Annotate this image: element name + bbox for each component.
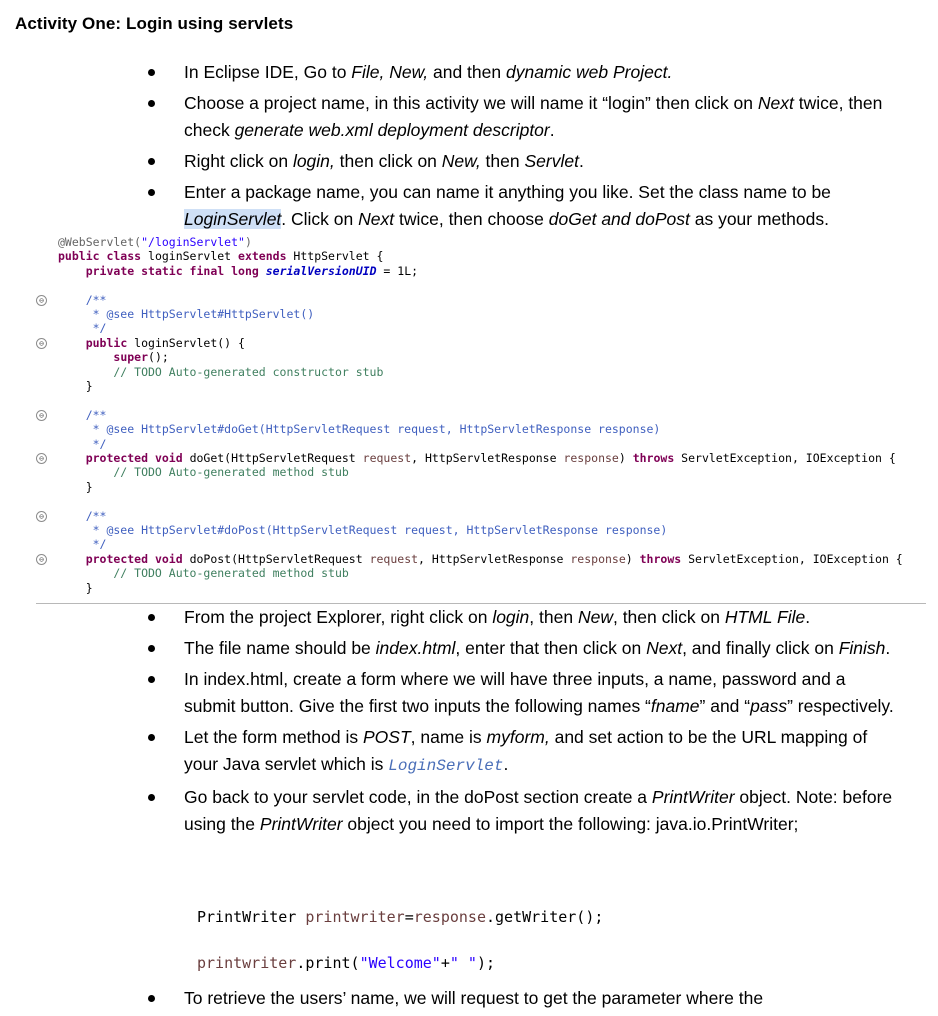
code-token — [58, 552, 86, 566]
bullet-text: fname — [650, 696, 700, 716]
code-line — [58, 249, 383, 264]
code-token: , HttpServletResponse — [418, 551, 571, 566]
bullet-text: POST — [362, 727, 411, 747]
code-line — [58, 451, 896, 466]
code-token: */ — [58, 436, 107, 451]
bullet-dot-icon — [148, 645, 155, 652]
bullet-dot-icon — [148, 676, 155, 683]
bullet-text: index.html — [375, 638, 456, 658]
bullet-text: From the project Explorer, right click on — [184, 607, 493, 627]
fold-marker-icon[interactable]: ⊖ — [36, 554, 47, 565]
code-token: response — [563, 451, 619, 465]
bullet-item — [0, 784, 938, 838]
bullet-dot-icon — [148, 158, 155, 165]
bullet-text: , then click on — [612, 607, 725, 627]
code-token: // TODO Auto-generated method stub — [58, 465, 349, 480]
code-token: /** — [58, 292, 107, 307]
code-line — [58, 523, 667, 538]
code-token: ServletException, IOException { — [681, 451, 896, 465]
code-line — [58, 307, 314, 322]
code-line — [58, 408, 106, 423]
code-token: (); — [148, 350, 169, 365]
bullet-text: Next — [757, 93, 794, 113]
bullet-text: Let the form method is — [184, 727, 363, 747]
java-token: response — [413, 908, 486, 926]
bullet-text: and then — [428, 62, 506, 82]
code-token — [58, 350, 113, 364]
bullet-text: ” respectively. — [787, 696, 894, 716]
code-line — [58, 509, 106, 524]
bullet-text: doGet and doPost — [548, 209, 690, 229]
bullet-text: Enter a package name, you can name it anything you like. Set the class name to be — [184, 182, 831, 202]
bullet-text: Servlet — [524, 151, 579, 171]
bullet-text: and set action to be the URL mapping of your Java servlet which is — [184, 727, 868, 774]
code-token: * @see HttpServlet#HttpServlet() — [58, 307, 315, 321]
code-token: */ — [58, 537, 107, 552]
code-token: /** — [58, 508, 107, 523]
code-token: loginServlet() { — [134, 335, 245, 350]
bullet-item — [0, 90, 938, 144]
bullet-item — [0, 635, 938, 662]
bullet-text: Right click on — [184, 151, 293, 171]
java-token: ); — [476, 954, 496, 972]
code-line — [58, 537, 106, 552]
bullet-item — [0, 148, 938, 175]
bullet-text: login, — [292, 151, 335, 171]
code-line — [58, 465, 349, 480]
code-token: serialVersionUID — [265, 263, 377, 278]
bullet-text: twice, then check — [184, 93, 883, 140]
code-token: protected void — [85, 551, 190, 566]
bullet-text: dynamic web Project. — [505, 62, 673, 82]
bullet-text: login — [492, 607, 530, 627]
bullet-text: Next — [646, 638, 683, 658]
bullet-text: New, — [441, 151, 481, 171]
bullet-text: . Click on — [281, 209, 359, 229]
instructions-list-top — [0, 59, 938, 237]
fold-marker-icon[interactable]: ⊖ — [36, 338, 47, 349]
activity-heading: Activity One: Login using servlets — [15, 14, 294, 33]
bullet-dot-icon — [148, 734, 155, 741]
bullet-item — [0, 985, 938, 1012]
code-token: response — [570, 551, 626, 566]
code-line — [58, 365, 383, 380]
code-token: */ — [58, 321, 107, 336]
code-line — [58, 293, 106, 308]
bullet-item — [0, 604, 938, 631]
code-token: ) — [244, 235, 252, 249]
bullet-text: , name is — [410, 727, 487, 747]
java-token: " " — [449, 954, 477, 972]
java-code-line-1 — [197, 908, 603, 926]
code-token: ServletException, IOException { — [688, 551, 903, 566]
bullet-text: Next — [358, 209, 395, 229]
code-line — [58, 235, 252, 250]
bullet-text: . — [885, 638, 891, 658]
bullet-text: ” and “ — [699, 696, 751, 716]
code-token: throws — [639, 551, 689, 566]
code-token: public class — [58, 249, 149, 264]
java-token: printwriter — [197, 954, 297, 972]
code-line — [58, 552, 903, 567]
code-line — [58, 264, 418, 279]
bullet-text: twice, then choose — [394, 209, 549, 229]
code-token: HttpServlet { — [293, 249, 384, 264]
code-token: throws — [632, 451, 682, 465]
bullet-text: generate web.xml deployment descriptor — [234, 120, 550, 140]
java-token: = — [404, 908, 414, 926]
code-line — [58, 422, 660, 437]
java-code-line-2 — [197, 954, 495, 972]
code-token: protected void — [85, 451, 190, 465]
bullet-text: LoginServlet — [184, 209, 282, 229]
bullet-text: myform, — [486, 727, 550, 747]
code-token: // TODO Auto-generated constructor stub — [58, 364, 384, 379]
code-token: } — [58, 379, 93, 393]
bullet-dot-icon — [148, 995, 155, 1002]
bullet-text: object. Note: before using the — [184, 787, 893, 834]
bullet-text: HTML File — [724, 607, 806, 627]
code-token: public — [85, 335, 135, 350]
fold-marker-icon[interactable]: ⊖ — [36, 453, 47, 464]
code-snippet-servlet — [36, 233, 926, 601]
bullet-text: object you need to import the following: java.io.PrintWriter; — [342, 814, 799, 834]
code-line — [58, 437, 106, 452]
code-token: * @see HttpServlet#doPost(HttpServletRequest request, HttpServletResponse response) — [58, 523, 668, 537]
code-token — [58, 336, 86, 350]
code-token: } — [58, 479, 93, 494]
bullet-text: File, New, — [351, 62, 429, 82]
bullet-text: In Eclipse IDE, Go to — [184, 62, 352, 82]
bullet-text: as your methods. — [689, 209, 829, 229]
bullet-item — [0, 724, 938, 780]
bullet-text: then click on — [334, 151, 442, 171]
bullet-text: , and finally click on — [682, 638, 839, 658]
instructions-list-last — [0, 985, 938, 1016]
code-token: loginServlet — [148, 249, 239, 264]
fold-marker-icon[interactable]: ⊖ — [36, 295, 47, 306]
code-token: @WebServlet( — [58, 235, 142, 249]
bullet-text: Go back to your servlet code, in the doPost section create a — [184, 787, 652, 807]
code-token: // TODO Auto-generated method stub — [58, 566, 349, 581]
code-token: } — [58, 580, 93, 595]
code-line — [58, 480, 93, 495]
code-token: doPost(HttpServletRequest — [189, 551, 370, 566]
bullet-text: , then — [529, 607, 578, 627]
code-token: extends — [238, 249, 294, 264]
bullet-item — [0, 179, 938, 233]
code-line — [58, 350, 169, 365]
bullet-text: To retrieve the users’ name, we will request to get the parameter where the — [184, 988, 764, 1008]
java-token: + — [440, 954, 450, 972]
code-token: request — [369, 551, 419, 566]
java-token: .getWriter(); — [486, 908, 604, 926]
code-token: request — [362, 451, 412, 465]
bullet-text: Choose a project name, in this activity we will name it “login” then click on — [184, 93, 758, 113]
code-line — [58, 336, 245, 351]
bullet-item — [0, 666, 938, 720]
code-token: * @see HttpServlet#doGet(HttpServletRequest request, HttpServletResponse response) — [58, 422, 661, 437]
code-token — [58, 451, 86, 465]
bullet-text: LoginServlet — [388, 757, 504, 775]
bullet-text: . — [578, 151, 584, 171]
instructions-list-bottom — [0, 604, 938, 842]
java-token: PrintWriter — [197, 908, 306, 926]
bullet-text: . — [805, 607, 811, 627]
bullet-text: PrintWriter — [259, 814, 343, 834]
bullet-dot-icon — [148, 69, 155, 76]
bullet-text: Finish — [838, 638, 886, 658]
bullet-text: PrintWriter — [651, 787, 735, 807]
bullet-text: . — [503, 754, 509, 774]
bullet-text: , enter that then click on — [455, 638, 647, 658]
code-token: doGet(HttpServletRequest — [189, 451, 363, 465]
code-token — [58, 264, 86, 278]
code-token: "/loginServlet" — [141, 235, 245, 249]
bullet-dot-icon — [148, 189, 155, 196]
bullet-text: New — [577, 607, 613, 627]
bullet-text: The file name should be — [184, 638, 376, 658]
code-token: = 1L; — [376, 263, 419, 278]
code-token: ) — [618, 451, 633, 465]
code-token: /** — [58, 407, 107, 422]
java-token: .print( — [296, 954, 360, 972]
bullet-text: pass — [750, 696, 788, 716]
code-token: super — [113, 350, 149, 365]
code-line — [58, 566, 349, 581]
bullet-text: . — [549, 120, 555, 140]
code-line — [58, 321, 106, 336]
code-line — [58, 581, 93, 596]
code-token: ) — [625, 551, 640, 566]
bullet-item — [0, 59, 938, 86]
java-token: printwriter — [305, 908, 405, 926]
bullet-dot-icon — [148, 100, 155, 107]
bullet-text: then — [480, 151, 525, 171]
code-token: , HttpServletResponse — [411, 451, 564, 465]
code-line — [58, 379, 93, 394]
bullet-text: In index.html, create a form where we will have three inputs, a name, password and a submit button. Give the first two inputs the following names “ — [184, 669, 846, 716]
fold-marker-icon[interactable]: ⊖ — [36, 511, 47, 522]
fold-marker-icon[interactable]: ⊖ — [36, 410, 47, 421]
bullet-dot-icon — [148, 794, 155, 801]
bullet-dot-icon — [148, 614, 155, 621]
code-token: private static final long — [85, 263, 266, 278]
java-token: "Welcome" — [359, 954, 441, 972]
